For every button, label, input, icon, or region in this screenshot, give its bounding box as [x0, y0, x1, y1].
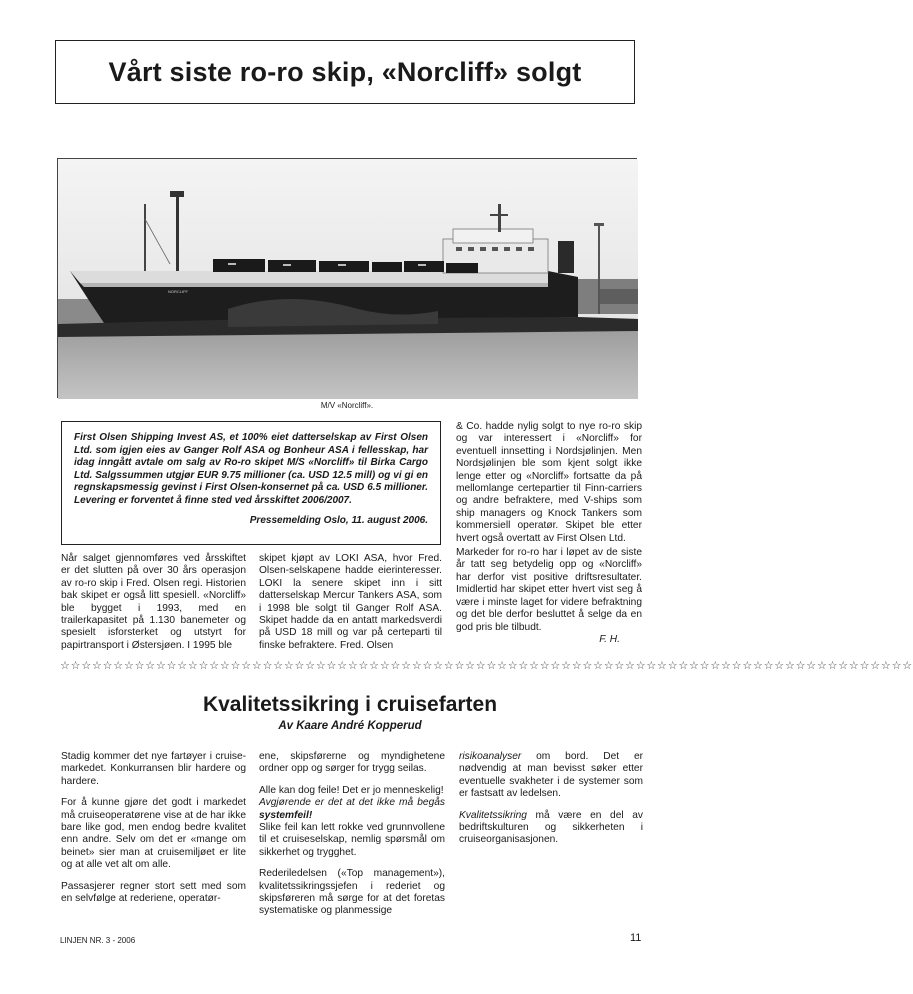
article2-col2-p2a: Alle kan dog feile! Det er jo menneskelig! — [259, 784, 444, 796]
article2-col2-p2b: Avgjørende er det at det ikke må begås — [259, 797, 445, 809]
star-separator: ☆☆☆☆☆☆☆☆☆☆☆☆☆☆☆☆☆☆☆☆☆☆☆☆☆☆☆☆☆☆☆☆☆☆☆☆☆☆☆☆☆☆☆☆☆☆☆☆☆☆☆☆☆☆☆☆☆☆☆☆☆☆☆☆☆☆☆☆☆☆☆☆☆☆☆☆☆☆☆☆ — [60, 660, 913, 672]
article2-col3-p2b: må være en del av bedriftskulturen og sikkerheten i cruiseorganisasjonen. — [459, 809, 643, 846]
article2-col1-p2: For å kunne gjøre det godt i markedet må cruiseoperatørene vise at de har ikke bare like god, men endog bedre kvalitet enn andre. Selv om det er «mange om beinet» sier man at cruisemiljøet er lite og at alle vet alt om alle. — [61, 797, 246, 871]
ship-photo — [57, 158, 637, 398]
article1-col3b-text: Markeder for ro-ro har i løpet av de siste år tatt seg betydelig opp og «Norcliff» har derfor vist positive driftsresultater. Imidlertid har skipet etter hvert vist seg å være i minste laget for videre befraktning og det ble derfor besluttet å selge da en god pris ble tilbudt. — [456, 547, 642, 633]
issue-footer: LINJEN NR. 3 - 2006 — [60, 936, 136, 945]
article2-heading: Kvalitetssikring i cruisefarten — [202, 693, 498, 716]
ship-illustration — [58, 159, 638, 399]
article1-author: F. H. — [599, 633, 620, 645]
article1-column-2 — [259, 553, 442, 661]
article2-column-1 — [61, 751, 246, 914]
article2-col1-p3: Passasjerer regner stort sett med som en selvfølge at rederiene, operatør- — [61, 880, 246, 905]
article2-col1-p1: Stadig kommer det nye fartøyer i cruise-markedet. Konkurransen blir hardere og hardere. — [61, 751, 246, 787]
article1-column-3 — [456, 421, 642, 646]
article2-column-2 — [259, 751, 445, 927]
article2-col3-p2a: Kvalitetssikring — [459, 809, 527, 821]
hull-name-text: NORCLIFF — [168, 289, 188, 294]
article1-column-1 — [61, 553, 246, 661]
article1-col3-text: & Co. hadde nylig solgt to nye ro-ro skip og var interessert i «Norcliff» for eventuell innsetting i Nordsjølinjen. Men Nordsjølinjen ble som kjent solgt ikke lenge etter og «Norcliff» fortsatte da på mellomlange certepartier til Finn-carriers og andre befraktere, med V-ships som ship managers og Knock Tankers som kommersiell operatør. Skipet ble etter hvert også overtatt av First Olsen Ltd. — [456, 421, 642, 544]
article2-col2-p2c: systemfeil! — [259, 809, 313, 821]
article2-col3-p1a: risikoanalyser — [459, 751, 522, 762]
article-title: Vårt siste ro-ro skip, «Norcliff» solgt — [108, 56, 582, 87]
page-number: 11 — [630, 932, 642, 944]
article2-col2-p1: ene, skipsførerne og myndighetene ordner opp og sørger for trygg seilas. — [259, 751, 445, 775]
article2-col2-p2d: Slike feil kan lett rokke ved grunnvollene til et cruiseselskap, nemlig spørsmål om sikkerhet og trygghet. — [259, 822, 445, 858]
article1-col2-text: skipet kjøpt av LOKI ASA, hvor Fred. Olsen-selskapene hadde eierinteresser. LOKI la senere skipet inn i sitt datterselskap Mercur Tankers ASA, som i 1998 ble solgt til Ganger Rolf ASA. Skipet hadde da en antatt markedsverdi på USD 18 mill og var på certeparti til finske befraktere. Fred. Olsen — [259, 553, 442, 651]
article2-col2-p3: Rederiledelsen («Top management»), kvalitetssikringssjefen i rederiet og skipsføreren må sørge for at det foretas systematiske og planmessige — [259, 868, 445, 917]
press-release-box — [61, 421, 441, 545]
press-release-text: First Olsen Shipping Invest AS, et 100% eiet datterselskap av First Olsen Ltd. som igjen eies av Ganger Rolf ASA og Bonheur ASA i fellesskap, har idag inngått avtale om salg av Ro-ro skipet M/S «Norcliff» til Birka Cargo Ltd. Salgssummen utgjør EUR 9.75 millioner (ca. USD 12.5 mill) og vi gi en regnskapsmessig gevinst i First Olsen-konsernet på ca. USD 6.5 millioner. Levering er forventet å finne sted ved årsskiftet 2006/2007. — [74, 432, 428, 506]
press-release-signature: Pressemelding Oslo, 11. august 2006. — [249, 514, 428, 526]
article2-col3-p1b: om bord. Det er nødvendig at man bevisst søker etter eventuelle svakheter i de systemer som er fastsatt av ledelsen. — [459, 751, 643, 800]
article-title-box — [55, 40, 635, 104]
article2-column-3 — [459, 751, 643, 856]
photo-caption: M/V «Norcliff». — [320, 401, 374, 410]
article2-byline: Av Kaare André Kopperud — [278, 720, 422, 732]
article1-col1-text: Når salget gjennomføres ved årsskiftet er det slutten på over 30 års operasjon av ro-ro skip i Fred. Olsen regi. Historien bak skipet er også litt spesiell. «Norcliff» ble bygget i 1993, med en trailerkapasitet på 1.130 banemeter og spesielt isforsterket og utstyrt for papirtransport i Østersjøen. I 1995 ble — [61, 553, 246, 651]
